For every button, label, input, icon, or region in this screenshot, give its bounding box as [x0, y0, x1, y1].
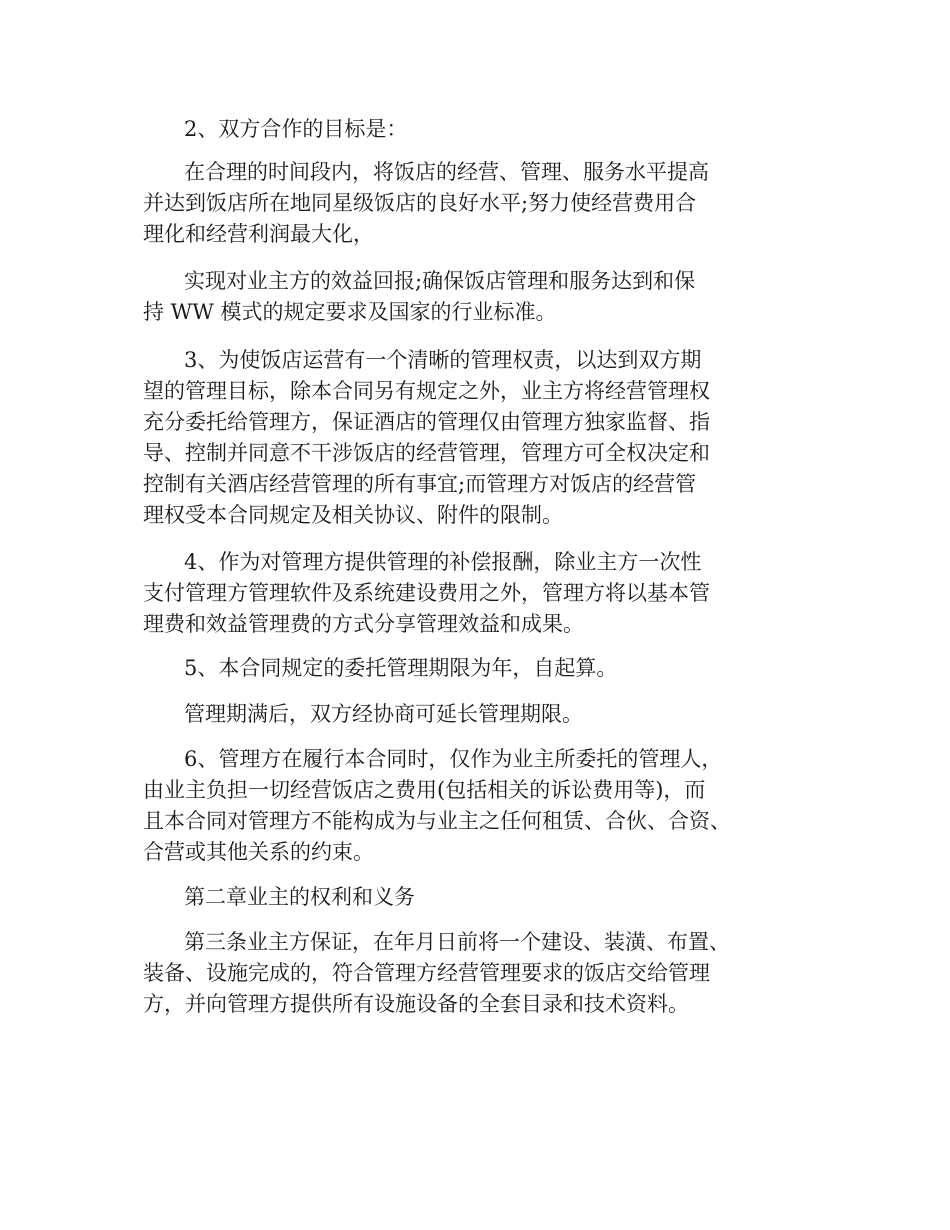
text-line: 理权受本合同规定及相关协议、附件的限制。: [143, 503, 563, 527]
text-line: 合营或其他关系的约束。: [143, 840, 374, 864]
text-line: 4、作为对管理方提供管理的补偿报酬，除业主方一次性: [184, 550, 702, 574]
text-line: 理费和效益管理费的方式分享管理效益和成果。: [143, 612, 584, 636]
text-line: 实现对业主方的效益回报;确保饭店管理和服务达到和保: [184, 269, 696, 293]
text-line: 支付管理方管理软件及系统建设费用之外，管理方将以基本管: [143, 581, 710, 605]
text-line: 理化和经营利润最大化，: [143, 222, 374, 246]
text-line: 充分委托给管理方，保证酒店的管理仅由管理方独家监督、指: [143, 410, 710, 434]
text-line: 导、控制并同意不干涉饭店的经营管理，管理方可全权决定和: [143, 441, 710, 465]
text-line: 装备、设施完成的，符合管理方经营管理要求的饭店交给管理: [143, 961, 710, 985]
text-line: 2、双方合作的目标是：: [184, 117, 408, 141]
text-line: 望的管理目标，除本合同另有规定之外，业主方将经营管理权: [143, 379, 710, 403]
text-line: 在合理的时间段内，将饭店的经营、管理、服务水平提高: [184, 160, 709, 184]
text-line: 3、为使饭店运营有一个清晰的管理权责，以达到双方期: [184, 348, 702, 372]
text-line: 且本合同对管理方不能构成为与业主之任何租赁、合伙、合资、: [143, 809, 731, 833]
text-line: 管理期满后，双方经协商可延长管理期限。: [184, 702, 583, 726]
text-line: 持 WW 模式的规定要求及国家的行业标准。: [143, 300, 557, 324]
text-line: 方，并向管理方提供所有设施设备的全套目录和技术资料。: [143, 992, 689, 1016]
text-line: 由业主负担一切经营饭店之费用(包括相关的诉讼费用等)，而: [143, 778, 706, 802]
section-heading: 第二章业主的权利和义务: [184, 885, 415, 909]
text-line: 6、管理方在履行本合同时，仅作为业主所委托的管理人，: [184, 747, 723, 771]
text-line: 第三条业主方保证，在年月日前将一个建设、装潢、布置、: [184, 930, 730, 954]
text-line: 控制有关酒店经营管理的所有事宜;而管理方对饭店的经营管: [143, 472, 697, 496]
text-line: 5、本合同规定的委托管理期限为年，自起算。: [184, 656, 618, 680]
text-line: 并达到饭店所在地同星级饭店的良好水平;努力使经营费用合: [143, 191, 697, 215]
